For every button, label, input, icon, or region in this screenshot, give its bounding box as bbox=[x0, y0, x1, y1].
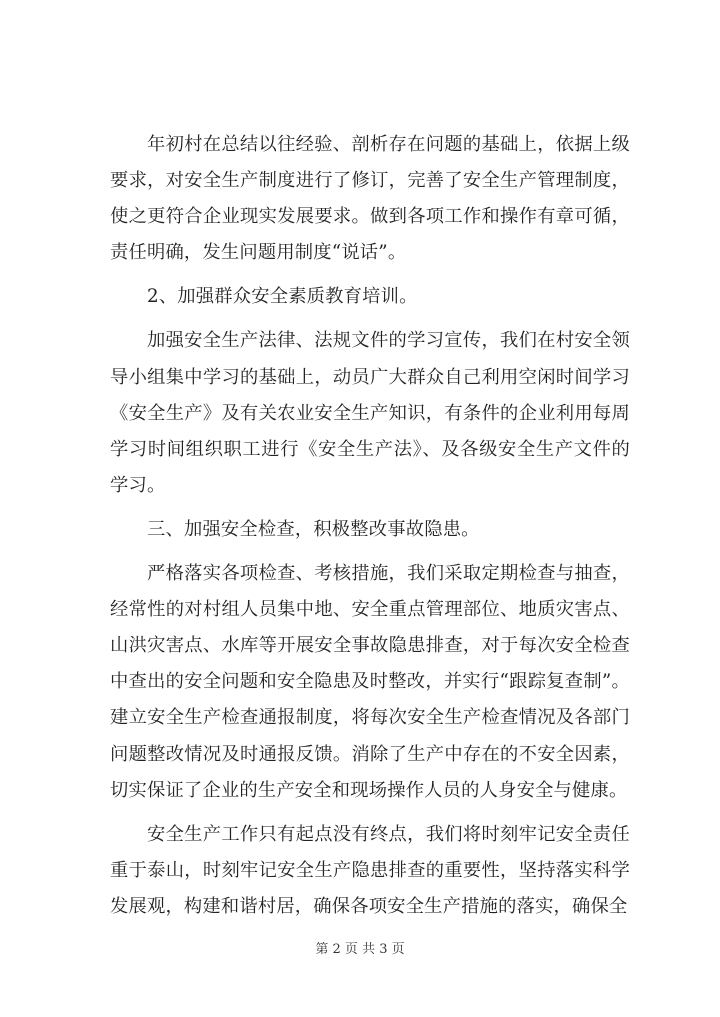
document-body bbox=[110, 127, 630, 925]
heading-education-training: 2、加强群众安全素质教育培训。 bbox=[147, 286, 418, 308]
paragraph-conclusion: 安全生产工作只有起点没有终点，我们将时刻牢记安全责任重于泰山，时刻牢记安全生产隐患排查的重要性，坚持落实科学发展观，构建和谐村居，确保各项安全生产措施的落实，确保全 bbox=[110, 823, 630, 917]
heading-safety-inspection: 三、加强安全检查，积极整改事故隐患。 bbox=[147, 518, 480, 540]
page-number-footer: 第 2 页 共 3 页 bbox=[315, 942, 405, 957]
paragraph-publicity: 加强安全生产法律、法规文件的学习宣传，我们在村安全领导小组集中学习的基础上，动员广大群众自己利用空闲时间学习《安全生产》及有关农业安全生产知识，有条件的企业利用每周学习时间组织职工进行《安全生产法》、及各级安全生产文件的学习。 bbox=[110, 330, 630, 496]
paragraph-inspection-measures: 严格落实各项检查、考核措施，我们采取定期检查与抽查，经常性的对村组人员集中地、安全重点管理部位、地质灾害点、山洪灾害点、水库等开展安全事故隐患排查，对于每次安全检查中查出的安全问题和安全隐患及时整改，并实行“跟踪复查制”。建立安全生产检查通报制度，将每次安全生产检查情况及各部门问题整改情况及时通报反馈。消除了生产中存在的不安全因素，切实保证了企业的生产安全和现场操作人员的人身安全与健康。 bbox=[110, 563, 630, 801]
paragraph-regulations: 年初村在总结以往经验、剖析存在问题的基础上，依据上级要求，对安全生产制度进行了修订，完善了安全生产管理制度，使之更符合企业现实发展要求。做到各项工作和操作有章可循，责任明确，发生问题用制度“说话”。 bbox=[110, 134, 630, 264]
